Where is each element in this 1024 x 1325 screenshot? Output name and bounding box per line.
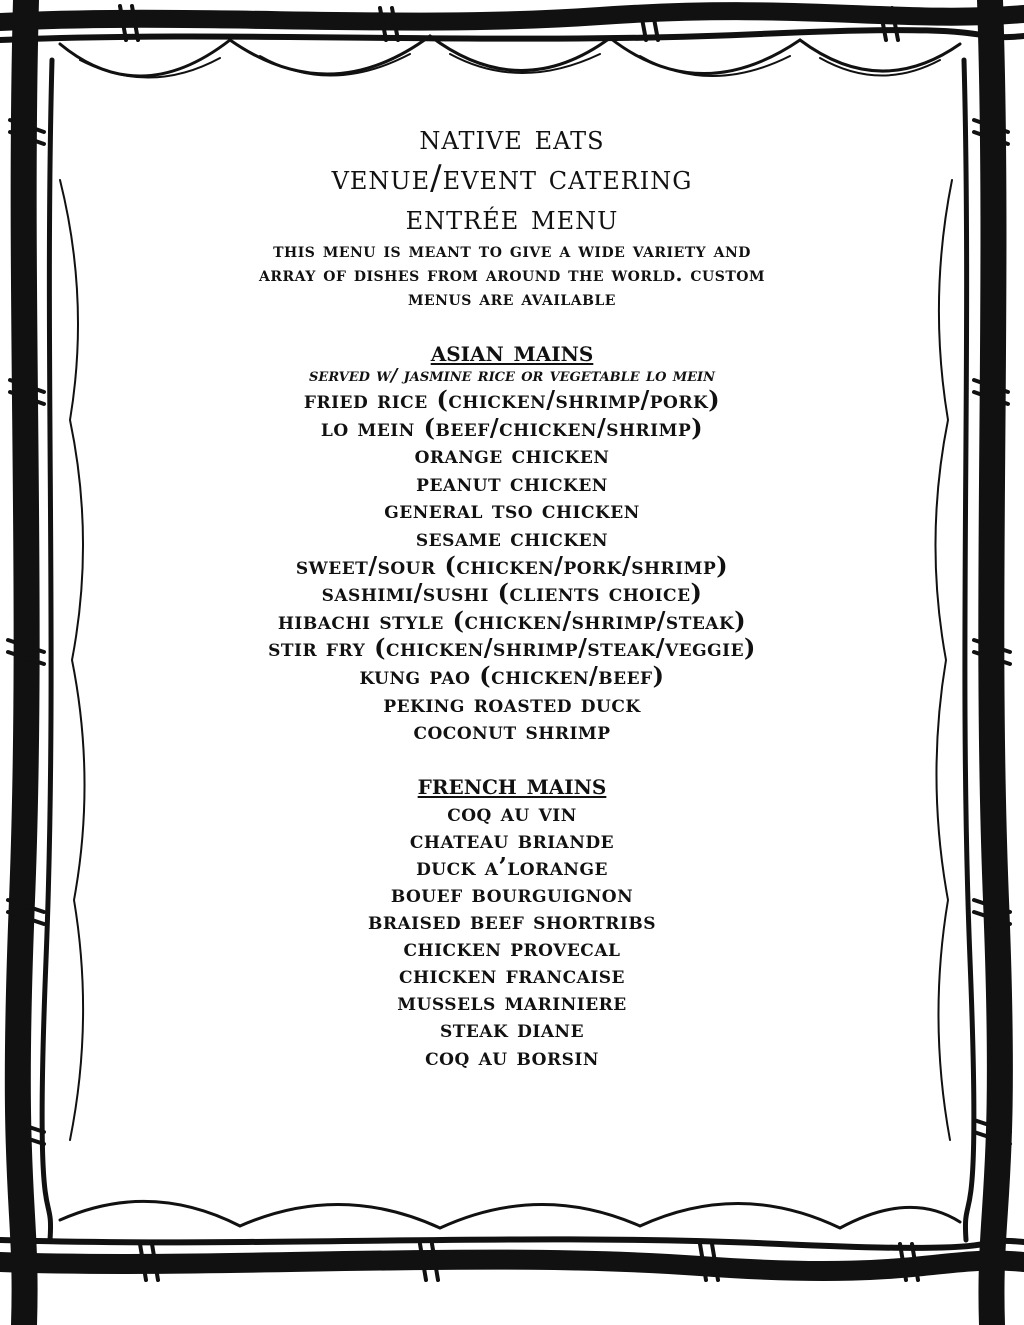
section-heading: asian mains bbox=[430, 335, 594, 368]
menu-item: stir fry (chicken/shrimp/steak/veggie) bbox=[268, 633, 756, 663]
menu-item: duck a’lorange bbox=[416, 851, 608, 881]
asian-mains-section bbox=[112, 335, 912, 746]
menu-item: steak diane bbox=[439, 1014, 585, 1044]
menu-item: bouef bourguignon bbox=[390, 879, 634, 908]
menu-item: lo mein (beef/chicken/shrimp) bbox=[320, 412, 704, 442]
menu-title-line-2: venue/event catering bbox=[331, 158, 693, 198]
intro-line-2: array of dishes from around the world. custom bbox=[259, 262, 765, 286]
menu-item: sesame chicken bbox=[415, 522, 609, 552]
menu-item: chicken francaise bbox=[398, 960, 626, 990]
section-note: served w/ jasmine rice or vegetable lo mein bbox=[309, 365, 715, 386]
menu-item: peanut chicken bbox=[416, 467, 608, 497]
menu-title-line-1: native eats bbox=[419, 118, 605, 158]
entree-menu bbox=[112, 118, 912, 1070]
menu-item: coq au vin bbox=[447, 797, 577, 827]
menu-item: sweet/sour (chicken/pork/shrimp) bbox=[295, 550, 729, 580]
french-mains-section bbox=[112, 767, 912, 1071]
menu-item: chateau briande bbox=[409, 824, 615, 854]
menu-item: general tso chicken bbox=[384, 495, 640, 525]
menu-item: hibachi style (chicken/shrimp/steak) bbox=[277, 605, 747, 635]
intro-line-1: this menu is meant to give a wide variety and bbox=[273, 238, 751, 262]
menu-item: kung pao (chicken/beef) bbox=[359, 660, 665, 690]
menu-item: fried rice (chicken/shrimp/pork) bbox=[303, 385, 721, 414]
menu-item: braised beef shortribs bbox=[367, 906, 657, 936]
intro-line-3: menus are available bbox=[408, 286, 616, 310]
section-heading: french mains bbox=[417, 767, 607, 801]
menu-item: mussels mariniere bbox=[397, 987, 627, 1017]
menu-item: chicken provecal bbox=[403, 933, 621, 963]
menu-item: orange chicken bbox=[414, 440, 610, 470]
menu-item: peking roasted duck bbox=[383, 688, 641, 718]
menu-title-line-3: entrée menu bbox=[405, 198, 619, 238]
menu-item: coconut shrimp bbox=[413, 716, 611, 746]
menu-item: coq au borsin bbox=[425, 1041, 599, 1071]
menu-item: sashimi/sushi (clients choice) bbox=[321, 578, 703, 608]
